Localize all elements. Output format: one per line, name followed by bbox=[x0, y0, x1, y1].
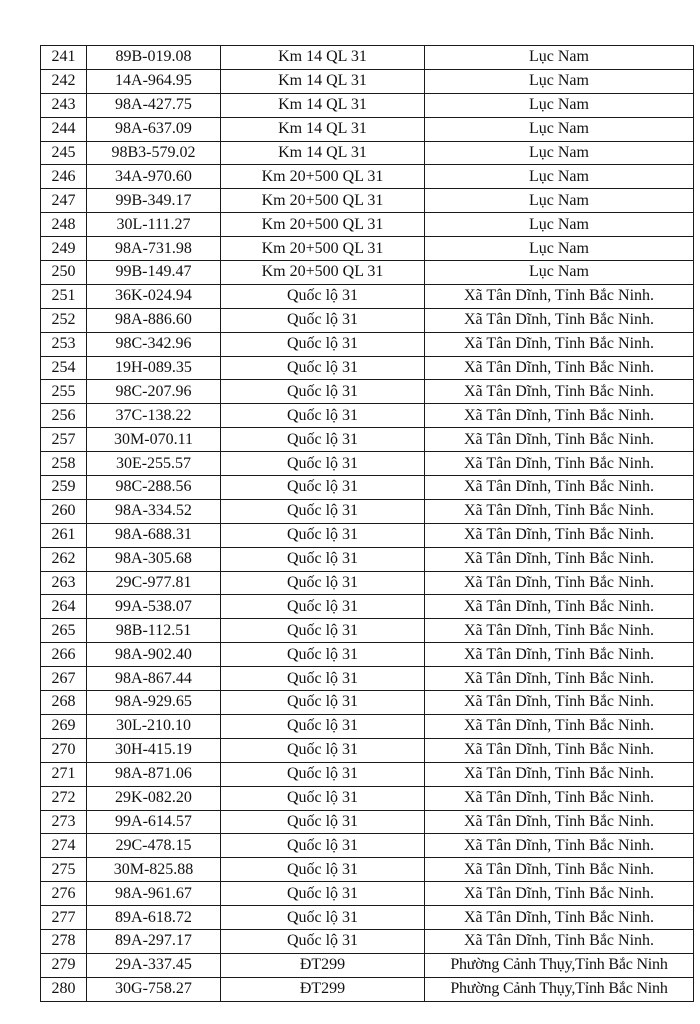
plate-number-cell: 98A-731.98 bbox=[87, 237, 221, 261]
table-row bbox=[41, 308, 694, 332]
plate-number-cell: 98C-288.56 bbox=[87, 476, 221, 500]
row-number-cell: 252 bbox=[41, 308, 87, 332]
row-number-cell: 266 bbox=[41, 643, 87, 667]
road-location-cell: Quốc lộ 31 bbox=[221, 929, 425, 953]
table-row bbox=[41, 332, 694, 356]
road-location-cell: Quốc lộ 31 bbox=[221, 452, 425, 476]
road-location-cell: Quốc lộ 31 bbox=[221, 714, 425, 738]
plate-number-cell: 99B-349.17 bbox=[87, 189, 221, 213]
place-cell: Xã Tân Dĩnh, Tỉnh Bắc Ninh. bbox=[425, 834, 694, 858]
row-number-cell: 277 bbox=[41, 906, 87, 930]
row-number-cell: 268 bbox=[41, 691, 87, 715]
row-number-cell: 273 bbox=[41, 810, 87, 834]
row-number-cell: 280 bbox=[41, 977, 87, 1001]
table-row bbox=[41, 977, 694, 1001]
plate-number-cell: 89A-297.17 bbox=[87, 929, 221, 953]
table-row bbox=[41, 452, 694, 476]
road-location-cell: Quốc lộ 31 bbox=[221, 858, 425, 882]
place-cell: Lục Nam bbox=[425, 141, 694, 165]
road-location-cell: Quốc lộ 31 bbox=[221, 499, 425, 523]
place-cell: Xã Tân Dĩnh, Tỉnh Bắc Ninh. bbox=[425, 906, 694, 930]
place-cell: Xã Tân Dĩnh, Tỉnh Bắc Ninh. bbox=[425, 786, 694, 810]
road-location-cell: Quốc lộ 31 bbox=[221, 404, 425, 428]
road-location-cell: Quốc lộ 31 bbox=[221, 738, 425, 762]
plate-number-cell: 99A-538.07 bbox=[87, 595, 221, 619]
plate-number-cell: 98C-342.96 bbox=[87, 332, 221, 356]
road-location-cell: Km 14 QL 31 bbox=[221, 46, 425, 70]
row-number-cell: 256 bbox=[41, 404, 87, 428]
row-number-cell: 255 bbox=[41, 380, 87, 404]
plate-number-cell: 99B-149.47 bbox=[87, 261, 221, 285]
row-number-cell: 242 bbox=[41, 69, 87, 93]
table-row bbox=[41, 595, 694, 619]
row-number-cell: 270 bbox=[41, 738, 87, 762]
place-cell: Xã Tân Dĩnh, Tỉnh Bắc Ninh. bbox=[425, 332, 694, 356]
row-number-cell: 279 bbox=[41, 953, 87, 977]
row-number-cell: 261 bbox=[41, 523, 87, 547]
plate-number-cell: 98B3-579.02 bbox=[87, 141, 221, 165]
row-number-cell: 244 bbox=[41, 117, 87, 141]
place-cell: Lục Nam bbox=[425, 189, 694, 213]
table-row bbox=[41, 858, 694, 882]
row-number-cell: 251 bbox=[41, 284, 87, 308]
plate-number-cell: 30L-210.10 bbox=[87, 714, 221, 738]
place-cell: Xã Tân Dĩnh, Tỉnh Bắc Ninh. bbox=[425, 882, 694, 906]
road-location-cell: Quốc lộ 31 bbox=[221, 380, 425, 404]
place-cell: Xã Tân Dĩnh, Tỉnh Bắc Ninh. bbox=[425, 691, 694, 715]
place-cell: Xã Tân Dĩnh, Tỉnh Bắc Ninh. bbox=[425, 714, 694, 738]
place-cell: Lục Nam bbox=[425, 165, 694, 189]
plate-number-cell: 30E-255.57 bbox=[87, 452, 221, 476]
road-location-cell: ĐT299 bbox=[221, 953, 425, 977]
place-cell: Xã Tân Dĩnh, Tỉnh Bắc Ninh. bbox=[425, 356, 694, 380]
plate-number-cell: 98A-902.40 bbox=[87, 643, 221, 667]
road-location-cell: Quốc lộ 31 bbox=[221, 643, 425, 667]
table-row bbox=[41, 499, 694, 523]
table-row bbox=[41, 46, 694, 70]
table-row bbox=[41, 906, 694, 930]
table-row bbox=[41, 261, 694, 285]
plate-number-cell: 98A-961.67 bbox=[87, 882, 221, 906]
place-cell: Xã Tân Dĩnh, Tỉnh Bắc Ninh. bbox=[425, 738, 694, 762]
road-location-cell: Quốc lộ 31 bbox=[221, 691, 425, 715]
road-location-cell: Quốc lộ 31 bbox=[221, 571, 425, 595]
table-row bbox=[41, 929, 694, 953]
table-row bbox=[41, 810, 694, 834]
road-location-cell: Quốc lộ 31 bbox=[221, 332, 425, 356]
road-location-cell: Quốc lộ 31 bbox=[221, 834, 425, 858]
plate-number-cell: 98A-334.52 bbox=[87, 499, 221, 523]
road-location-cell: Km 20+500 QL 31 bbox=[221, 261, 425, 285]
row-number-cell: 248 bbox=[41, 213, 87, 237]
table-row bbox=[41, 571, 694, 595]
road-location-cell: Quốc lộ 31 bbox=[221, 882, 425, 906]
place-cell: Xã Tân Dĩnh, Tỉnh Bắc Ninh. bbox=[425, 476, 694, 500]
row-number-cell: 253 bbox=[41, 332, 87, 356]
place-cell: Lục Nam bbox=[425, 237, 694, 261]
place-cell: Xã Tân Dĩnh, Tỉnh Bắc Ninh. bbox=[425, 858, 694, 882]
table-row bbox=[41, 165, 694, 189]
place-cell: Xã Tân Dĩnh, Tỉnh Bắc Ninh. bbox=[425, 571, 694, 595]
road-location-cell: Km 14 QL 31 bbox=[221, 141, 425, 165]
plate-number-cell: 99A-614.57 bbox=[87, 810, 221, 834]
row-number-cell: 272 bbox=[41, 786, 87, 810]
place-cell: Xã Tân Dĩnh, Tỉnh Bắc Ninh. bbox=[425, 547, 694, 571]
road-location-cell: Quốc lộ 31 bbox=[221, 595, 425, 619]
plate-number-cell: 89B-019.08 bbox=[87, 46, 221, 70]
road-location-cell: Quốc lộ 31 bbox=[221, 906, 425, 930]
table-row bbox=[41, 69, 694, 93]
place-cell: Lục Nam bbox=[425, 69, 694, 93]
road-location-cell: Km 20+500 QL 31 bbox=[221, 165, 425, 189]
place-cell: Xã Tân Dĩnh, Tỉnh Bắc Ninh. bbox=[425, 643, 694, 667]
road-location-cell: Quốc lộ 31 bbox=[221, 619, 425, 643]
table-row bbox=[41, 691, 694, 715]
road-location-cell: Quốc lộ 31 bbox=[221, 308, 425, 332]
table-row bbox=[41, 117, 694, 141]
row-number-cell: 269 bbox=[41, 714, 87, 738]
table-row bbox=[41, 476, 694, 500]
place-cell: Lục Nam bbox=[425, 117, 694, 141]
row-number-cell: 246 bbox=[41, 165, 87, 189]
plate-number-cell: 98A-427.75 bbox=[87, 93, 221, 117]
road-location-cell: Quốc lộ 31 bbox=[221, 284, 425, 308]
row-number-cell: 258 bbox=[41, 452, 87, 476]
row-number-cell: 264 bbox=[41, 595, 87, 619]
place-cell: Xã Tân Dĩnh, Tỉnh Bắc Ninh. bbox=[425, 284, 694, 308]
row-number-cell: 262 bbox=[41, 547, 87, 571]
plate-number-cell: 98A-688.31 bbox=[87, 523, 221, 547]
row-number-cell: 245 bbox=[41, 141, 87, 165]
plate-number-cell: 29C-478.15 bbox=[87, 834, 221, 858]
row-number-cell: 265 bbox=[41, 619, 87, 643]
table-row bbox=[41, 428, 694, 452]
plate-number-cell: 98B-112.51 bbox=[87, 619, 221, 643]
road-location-cell: Quốc lộ 31 bbox=[221, 428, 425, 452]
plate-number-cell: 30M-070.11 bbox=[87, 428, 221, 452]
table-row bbox=[41, 237, 694, 261]
road-location-cell: Km 20+500 QL 31 bbox=[221, 237, 425, 261]
road-location-cell: Quốc lộ 31 bbox=[221, 547, 425, 571]
row-number-cell: 249 bbox=[41, 237, 87, 261]
road-location-cell: Km 14 QL 31 bbox=[221, 69, 425, 93]
road-location-cell: Km 20+500 QL 31 bbox=[221, 213, 425, 237]
road-location-cell: Quốc lộ 31 bbox=[221, 786, 425, 810]
row-number-cell: 260 bbox=[41, 499, 87, 523]
road-location-cell: Quốc lộ 31 bbox=[221, 356, 425, 380]
place-cell: Xã Tân Dĩnh, Tỉnh Bắc Ninh. bbox=[425, 810, 694, 834]
place-cell: Xã Tân Dĩnh, Tỉnh Bắc Ninh. bbox=[425, 762, 694, 786]
table-row bbox=[41, 714, 694, 738]
plate-number-cell: 36K-024.94 bbox=[87, 284, 221, 308]
table-row bbox=[41, 93, 694, 117]
table-row bbox=[41, 523, 694, 547]
table-row bbox=[41, 547, 694, 571]
plate-number-cell: 30M-825.88 bbox=[87, 858, 221, 882]
plate-number-cell: 14A-964.95 bbox=[87, 69, 221, 93]
place-cell: Lục Nam bbox=[425, 46, 694, 70]
table-row bbox=[41, 141, 694, 165]
table-row bbox=[41, 953, 694, 977]
place-cell: Xã Tân Dĩnh, Tỉnh Bắc Ninh. bbox=[425, 667, 694, 691]
plate-number-cell: 98A-305.68 bbox=[87, 547, 221, 571]
row-number-cell: 271 bbox=[41, 762, 87, 786]
table-row bbox=[41, 404, 694, 428]
violation-table-body bbox=[41, 46, 694, 1002]
row-number-cell: 276 bbox=[41, 882, 87, 906]
row-number-cell: 278 bbox=[41, 929, 87, 953]
plate-number-cell: 37C-138.22 bbox=[87, 404, 221, 428]
table-row bbox=[41, 762, 694, 786]
row-number-cell: 247 bbox=[41, 189, 87, 213]
road-location-cell: Quốc lộ 31 bbox=[221, 810, 425, 834]
plate-number-cell: 30H-415.19 bbox=[87, 738, 221, 762]
road-location-cell: Quốc lộ 31 bbox=[221, 762, 425, 786]
table-row bbox=[41, 643, 694, 667]
place-cell: Xã Tân Dĩnh, Tỉnh Bắc Ninh. bbox=[425, 404, 694, 428]
place-cell: Xã Tân Dĩnh, Tỉnh Bắc Ninh. bbox=[425, 523, 694, 547]
plate-number-cell: 19H-089.35 bbox=[87, 356, 221, 380]
road-location-cell: Km 14 QL 31 bbox=[221, 117, 425, 141]
place-cell: Phường Cảnh Thụy,Tỉnh Bắc Ninh bbox=[425, 953, 694, 977]
place-cell: Lục Nam bbox=[425, 93, 694, 117]
road-location-cell: Km 14 QL 31 bbox=[221, 93, 425, 117]
plate-number-cell: 30G-758.27 bbox=[87, 977, 221, 1001]
plate-number-cell: 98A-886.60 bbox=[87, 308, 221, 332]
place-cell: Xã Tân Dĩnh, Tỉnh Bắc Ninh. bbox=[425, 595, 694, 619]
road-location-cell: Quốc lộ 31 bbox=[221, 476, 425, 500]
plate-number-cell: 98A-871.06 bbox=[87, 762, 221, 786]
road-location-cell: Km 20+500 QL 31 bbox=[221, 189, 425, 213]
plate-number-cell: 29C-977.81 bbox=[87, 571, 221, 595]
road-location-cell: Quốc lộ 31 bbox=[221, 667, 425, 691]
plate-number-cell: 34A-970.60 bbox=[87, 165, 221, 189]
row-number-cell: 259 bbox=[41, 476, 87, 500]
row-number-cell: 275 bbox=[41, 858, 87, 882]
plate-number-cell: 29K-082.20 bbox=[87, 786, 221, 810]
place-cell: Phường Cảnh Thụy,Tỉnh Bắc Ninh bbox=[425, 977, 694, 1001]
table-row bbox=[41, 189, 694, 213]
plate-number-cell: 89A-618.72 bbox=[87, 906, 221, 930]
table-row bbox=[41, 667, 694, 691]
place-cell: Xã Tân Dĩnh, Tỉnh Bắc Ninh. bbox=[425, 499, 694, 523]
place-cell: Xã Tân Dĩnh, Tỉnh Bắc Ninh. bbox=[425, 380, 694, 404]
table-row bbox=[41, 356, 694, 380]
table-row bbox=[41, 786, 694, 810]
row-number-cell: 267 bbox=[41, 667, 87, 691]
plate-number-cell: 98A-637.09 bbox=[87, 117, 221, 141]
plate-number-cell: 29A-337.45 bbox=[87, 953, 221, 977]
table-row bbox=[41, 284, 694, 308]
table-row bbox=[41, 834, 694, 858]
plate-number-cell: 98A-929.65 bbox=[87, 691, 221, 715]
row-number-cell: 263 bbox=[41, 571, 87, 595]
row-number-cell: 257 bbox=[41, 428, 87, 452]
row-number-cell: 250 bbox=[41, 261, 87, 285]
plate-number-cell: 30L-111.27 bbox=[87, 213, 221, 237]
place-cell: Lục Nam bbox=[425, 261, 694, 285]
table-row bbox=[41, 213, 694, 237]
place-cell: Lục Nam bbox=[425, 213, 694, 237]
row-number-cell: 241 bbox=[41, 46, 87, 70]
road-location-cell: ĐT299 bbox=[221, 977, 425, 1001]
table-row bbox=[41, 619, 694, 643]
plate-number-cell: 98C-207.96 bbox=[87, 380, 221, 404]
table-row bbox=[41, 882, 694, 906]
table-row bbox=[41, 738, 694, 762]
plate-number-cell: 98A-867.44 bbox=[87, 667, 221, 691]
row-number-cell: 243 bbox=[41, 93, 87, 117]
place-cell: Xã Tân Dĩnh, Tỉnh Bắc Ninh. bbox=[425, 308, 694, 332]
row-number-cell: 254 bbox=[41, 356, 87, 380]
road-location-cell: Quốc lộ 31 bbox=[221, 523, 425, 547]
place-cell: Xã Tân Dĩnh, Tỉnh Bắc Ninh. bbox=[425, 428, 694, 452]
place-cell: Xã Tân Dĩnh, Tỉnh Bắc Ninh. bbox=[425, 452, 694, 476]
violation-table bbox=[40, 45, 694, 1002]
row-number-cell: 274 bbox=[41, 834, 87, 858]
place-cell: Xã Tân Dĩnh, Tỉnh Bắc Ninh. bbox=[425, 929, 694, 953]
table-row bbox=[41, 380, 694, 404]
place-cell: Xã Tân Dĩnh, Tỉnh Bắc Ninh. bbox=[425, 619, 694, 643]
